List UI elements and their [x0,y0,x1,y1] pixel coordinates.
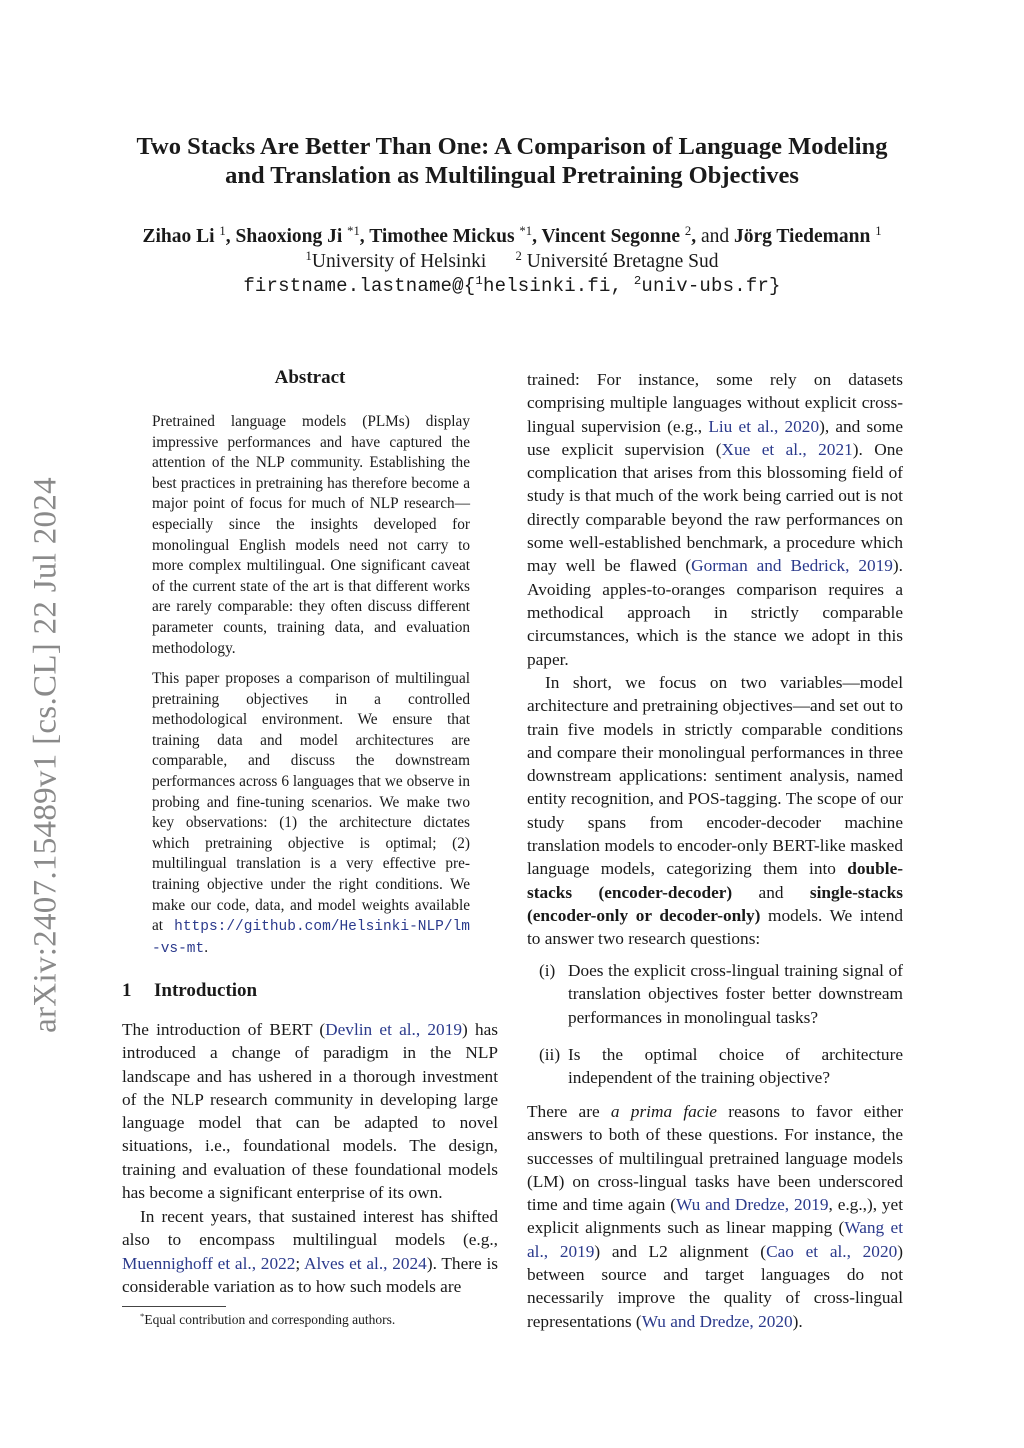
citation-link[interactable]: Xue et al., 2021 [721,439,853,459]
right-paragraph-1 [527,368,903,671]
text: and [732,882,810,902]
author-name: Jörg Tiedemann [733,226,871,247]
author-name: Vincent Segonne [541,226,680,247]
code-repository-link[interactable]: https://github.com/Helsinki-NLP/lm-vs-mt [152,919,470,957]
text: In short, we focus on two variables—model architecture and pretraining objectives—and set out to train five models in strictly comparable conditions and compare their monolingual performances in three downstream applications: sentiment analysis, named entity recognition, and POS-tagging. The scope of our study spans from encoder-decoder machine translation models to encoder-only BERT-like masked language models, categorizing them into [527,673,903,879]
right-paragraph-3 [527,1100,903,1333]
footnote-rule [122,1306,226,1307]
affiliation-bretagne: Université Bretagne Sud [526,251,719,272]
footnote-mark: * [140,1311,145,1322]
section-heading [122,980,257,1002]
right-paragraph-2 [527,671,903,951]
text: In recent years, that sustained interest has shifted also to encompass multilingual models (e.g., [122,1207,498,1250]
email-prefix: firstname.lastname@{ [243,275,476,297]
text: ). [792,1311,803,1331]
citation-link[interactable]: Cao et al., 2020 [766,1241,898,1261]
affiliation-mark: 2 [515,249,522,264]
title-line-1: Two Stacks Are Better Than One: A Comparison of Language Modeling [136,133,888,160]
abstract-heading: Abstract [274,367,346,388]
author-list: Zihao Li $^1$, Shaoxiong Ji $^{*1}$, Timothee Mickus $^{*1}$, Vincent Segonne $^2$, and Jörg Tiedemann $^1$ [142,224,882,247]
contact-email [0,275,1024,297]
citation-link[interactable]: Wu and Dredze, 2020 [641,1311,793,1331]
citation-link[interactable]: Alves et al., 2024 [304,1253,427,1273]
author-affiliation-mark: 1 [219,224,226,239]
affiliation-mark: 1 [305,249,312,264]
text: There are [527,1102,611,1121]
abstract-paragraph-2 [152,669,470,959]
footnote-text: Equal contribution and corresponding authors. [144,1312,396,1327]
abstract-text: This paper proposes a comparison of multilingual pretraining objectives in a controlled methodological environment. We ensure that training data and model architectures are comparable, and discuss the downstream performances across 6 languages that we observe in probing and fine-tuning scenarios. We make two key observations: (1) the architecture dictates which pretraining objective is optimal; (2) multilingual translation is a very effective pre-training objective under the right conditions. We make our code, data, and model weights available at [152,670,470,935]
email-domain-1: helsinki.fi, [482,275,634,297]
citation-link[interactable]: Liu et al., 2020 [708,416,820,436]
text: ). Avoiding apples-to-oranges comparison requires a methodical approach in strictly comparable circumstances, which is the stance we adopt in this paper. [527,556,903,669]
question-label: (ii) [539,1045,561,1064]
text: The introduction of BERT ( [122,1020,326,1039]
abstract-paragraph-1: Pretrained language models (PLMs) display impressive performances and have captured the attention of the NLP community. Establishing the best practices in pretraining has therefore become a major point of focus for much of NLP research—especially since the insights developed for monolingual English models need not carry to more complex multilingual. One significant caveat of the current state of the art is that different works are rarely comparable: they often discuss different parameter counts, training data, and evaluation methodology. [152,413,470,657]
arxiv-sidebar [0,0,80,1448]
emphasis-prima-facie: a prima facie [610,1102,717,1121]
period: . [204,938,209,956]
intro-paragraph-1 [122,1018,498,1204]
email-mark: 2 [633,274,642,289]
text: ) has introduced a change of paradigm in the NLP landscape and has ushered in a thorough investment of the NLP research community in developing large language model that can be adapted to novel situations, i.e., foundational models. The design, training and evaluation of these foundational models has become a significant enterprise of its own. [122,1020,498,1203]
text: ). One complication that arises from this blossoming field of study is that much of the work being carried out is not directly comparable beyond the raw performances on some well-established benchmark, a procedure which may well be flawed ( [527,439,904,576]
text: ) and L2 alignment ( [594,1241,767,1261]
citation-link[interactable]: Wang et al., 2019 [527,1218,903,1261]
question-label: (i) [539,961,556,980]
citation-link[interactable]: Devlin et al., 2019 [325,1020,462,1039]
text: ) between source and target languages do not necessarily improve the quality of cross-lingual representations ( [527,1241,903,1331]
affiliation-helsinki: University of Helsinki [311,251,487,272]
text: reasons to favor either answers to both of these questions. For instance, the successes of multilingual pretrained language models (LM) on cross-lingual tasks have been underscored time and time again ( [527,1102,904,1215]
text: ; [295,1253,305,1273]
affiliations [0,251,1024,273]
text: trained: For instance, some rely on datasets comprising multiple languages without explicit cross-lingual supervision (e.g., [527,370,903,436]
emphasis-single-stacks: single-stacks (encoder-only or decoder-only) [527,882,903,925]
footnote [140,1312,395,1328]
arxiv-identifier: arXiv:2407.15489v1 [cs.CL] 22 Jul 2024 [27,477,64,1033]
author-name: Timothee Mickus [369,226,515,247]
question-text: Does the explicit cross-lingual training signal of translation objectives foster better downstream performances in monolingual tasks? [568,961,903,1027]
text: , e.g.,), yet explicit alignments such as linear mapping ( [527,1195,903,1238]
section-title: Introduction [154,980,258,1001]
email-domain-2: univ-ubs.fr} [641,275,781,297]
text: models. We intend to answer two research questions: [527,905,903,949]
text: ), and some use explicit supervision ( [527,416,904,459]
author-affiliation-mark: *1 [347,224,360,239]
citation-link[interactable]: Muennighoff et al., 2022 [122,1253,296,1273]
author-name: Shaoxiong Ji [235,226,343,247]
author-name: Zihao Li [142,226,215,247]
author-conjunction: and [700,226,730,247]
emphasis-double-stacks: double-stacks (encoder-decoder) [527,859,903,902]
citation-link[interactable]: Gorman and Bedrick, 2019 [691,556,893,576]
citation-link[interactable]: Wu and Dredze, 2019 [675,1195,829,1215]
email-mark: 1 [475,274,483,289]
author-affiliation-mark: 1 [875,224,882,239]
author-affiliation-mark: *1 [519,224,533,239]
title-line-2: and Translation as Multilingual Pretraining Objectives [225,162,799,189]
text: ). There is considerable variation as to how such models are [122,1253,498,1296]
section-number: 1 [122,980,132,1001]
intro-paragraph-2 [122,1205,498,1298]
paper-title [0,132,1024,190]
author-affiliation-mark: 2 [684,224,692,239]
question-text: Is the optimal choice of architecture independent of the training objective? [568,1045,903,1088]
